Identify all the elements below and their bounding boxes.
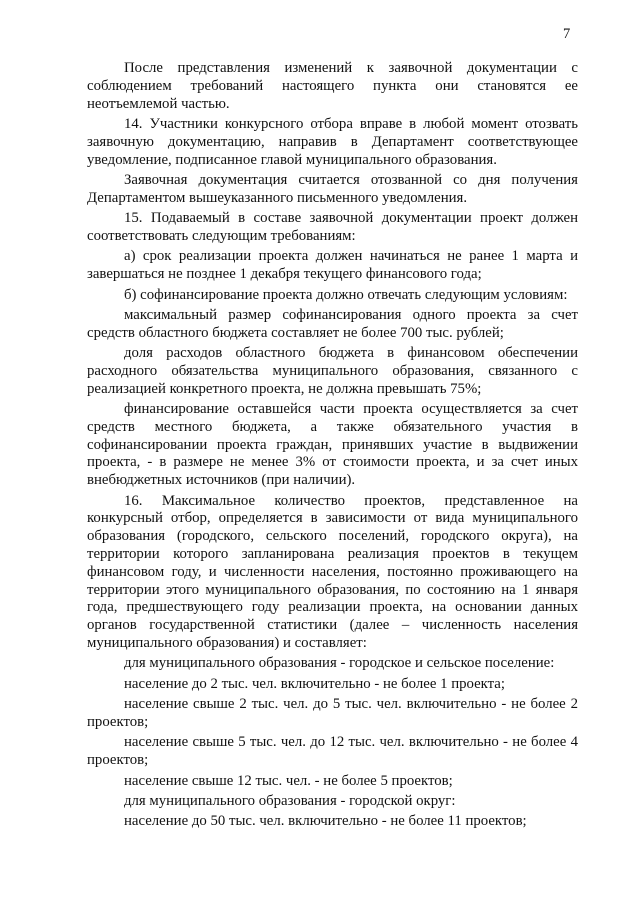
paragraph-regional-share: доля расходов областного бюджета в финансовом обеспечении расходного обязательства муниципального образования, связанного с реализацией конкретного проекта, не должна превышать 75%;	[87, 345, 578, 397]
paragraph-max-cofinancing: максимальный размер софинансирования одного проекта за счет средств областного бюджета составляет не более 700 тыс. рублей;	[87, 306, 578, 341]
paragraph-14-withdraw: 14. Участники конкурсного отбора вправе в любой момент отозвать заявочную документацию, направив в Департамент соответствующее уведомление, подписанное главой муниципального образования.	[87, 115, 578, 168]
page-number: 7	[563, 26, 571, 42]
paragraph-remaining-financing: финансирование оставшейся части проекта осуществляется за счет средств местного бюджета, а также обязательного участия в софинансировании проекта граждан, принявших участие в выдвижении проекта, - в размере не менее 3% от стоимости проекта, и за счет иных внебюджетных источников (при наличии).	[87, 401, 578, 489]
paragraph-withdrawn-date: Заявочная документация считается отозванной со дня получения Департаментом вышеуказанного письменного уведомления.	[87, 171, 578, 206]
paragraph-population-2k: население до 2 тыс. чел. включительно - не более 1 проекта;	[124, 675, 505, 692]
paragraph-settlement-header: для муниципального образования - городское и сельское поселение:	[124, 655, 555, 672]
paragraph-population-12k: население свыше 12 тыс. чел. - не более 5 проектов;	[124, 772, 453, 789]
paragraph-15-requirements: 15. Подаваемый в составе заявочной документации проект должен соответствовать следующим требованиям:	[87, 210, 578, 244]
paragraph-15a-term: а) срок реализации проекта должен начинаться не ранее 1 марта и завершаться не позднее 1 декабря текущего финансового года;	[87, 248, 578, 283]
paragraph-population-2k-5k: население свыше 2 тыс. чел. до 5 тыс. чел. включительно - не более 2 проектов;	[87, 696, 578, 731]
paragraph-amendments-part: После представления изменений к заявочной документации с соблюдением требований настоящего пункта они становятся ее неотъемлемой частью.	[87, 60, 578, 112]
paragraph-population-50k: население до 50 тыс. чел. включительно - не более 11 проектов;	[124, 813, 527, 830]
paragraph-population-5k-12k: население свыше 5 тыс. чел. до 12 тыс. чел. включительно - не более 4 проектов;	[87, 734, 578, 769]
paragraph-15b-cofinancing: б) софинансирование проекта должно отвечать следующим условиям:	[124, 286, 568, 303]
paragraph-urban-district-header: для муниципального образования - городской округ:	[124, 792, 456, 809]
document-body	[87, 60, 578, 834]
paragraph-16-max-projects: 16. Максимальное количество проектов, представленное на конкурсный отбор, определяется в зависимости от вида муниципального образования (городского, сельского поселений, городского округа), на территории которого запланирована реализация проектов в текущем финансовом году, и численности населения, постоянно проживающего на территории этого муниципального образования, по состоянию на 1 января года, предшествующего году реализации проекта, на основании данных органов государственной статистики (далее – численность населения муниципального образования) и составляет:	[87, 492, 578, 652]
